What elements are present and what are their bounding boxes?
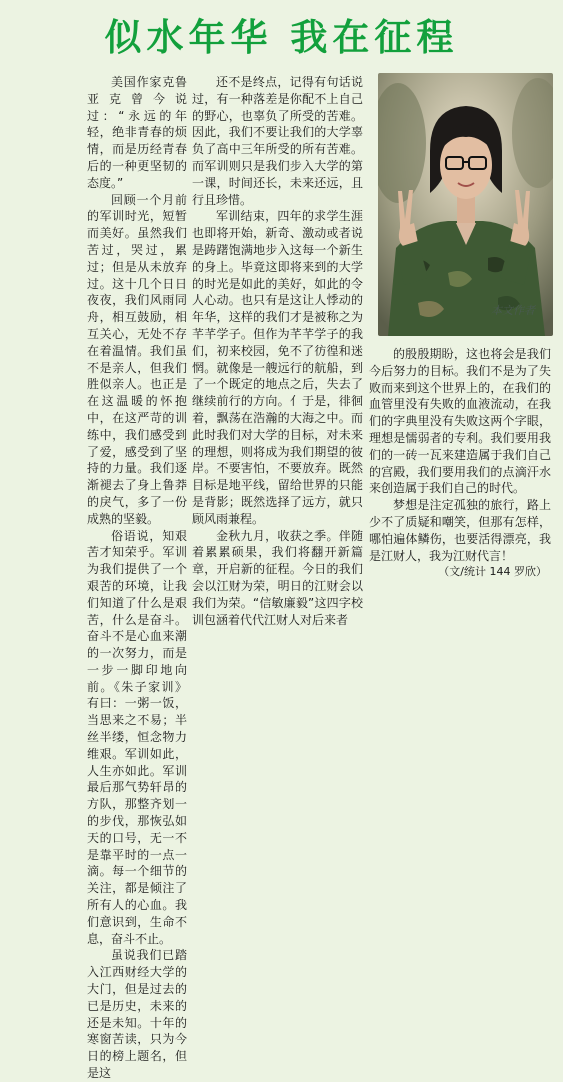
author-photo bbox=[378, 73, 553, 336]
column-2-paragraph: 还不是终点，记得有句话说过，有一种落差是你配不上自己的野心，也辜负了所受的苦难。因此，我们不要让我们的大学辜负了高中三年所受的所有苦难。而军训则只是我们步入大学的第一课，时间还长，未来还远，且行且珍惜。 bbox=[192, 75, 363, 207]
article-headline: 似水年华 我在征程 bbox=[104, 16, 459, 59]
column-2-paragraph: 金秋九月，收获之季。伴随着累累硕果，我们将翻开新篇章，开启新的征程。今日的我们会以江财为荣，明日的江财会以我们为荣。“信敏廉毅”这四字校训包涵着代代江财人对后来者 bbox=[192, 528, 363, 627]
column-1-paragraph: 俗语说，知艰苦才知荣乎。军训为我们提供了一个艰苦的环境，让我们知道了什么是艰苦，什么是奋斗。奋斗不是心血来潮的一次努力，而是一步一脚印地向前。《朱子家训》有曰：一粥一饭，当思来之不易；半丝半缕，恒念物力维艰。军训如此，人生亦如此。军训最后那气势轩昂的方队，那整齐划一的步伐，那恢弘如天的口号，无一不是靠平时的一点一滴。每一个细节的关注，都是倾注了所有人的心血。我们意识到，生命不息，奋斗不止。 bbox=[87, 528, 187, 946]
column-3-paragraph: 的殷殷期盼，这也将会是我们今后努力的目标。我们不是为了失败而来到这个世界上的，在我们的血管里没有失败的血液流动，在我们的字典里没有失败这两个字眼，理想是懦弱者的专利。我们要用我们的一砖一瓦来建造属于我们自己的宫殿，我们要用我们的点滴汗水来创造属于我们自己的时代。 bbox=[369, 347, 551, 496]
column-1-paragraph: 虽说我们已踏入江西财经大学的大门，但是过去的已是历史，未来的还是未知。十年的寒窗苦读，只为今日的榜上题名，但是这 bbox=[87, 948, 187, 1081]
article-column-2 bbox=[192, 74, 363, 628]
column-1-paragraph: 回顾一个月前的军训时光，短暂而美好。虽然我们苦过，哭过，累过；但是从未放弃过。这十几个日日夜夜，我们风雨同舟，相互鼓励，相互关心，无处不存在着温情。我们虽不是亲人，但我们胜似亲人。也正是在这温暖的怀抱中，在这严苛的训练中，我们感受到了爱，感受到了坚持的力量。我们逐渐褪去了身上鲁莽的戾气，多了一份成熟的坚毅。 bbox=[87, 192, 187, 526]
author-portrait-image bbox=[378, 73, 553, 336]
article-column-3 bbox=[369, 346, 551, 564]
column-2-paragraph: 军训结束，四年的求学生涯也即将开始，新奇、激动或者说是踌躇饱满地步入这每一个新生的身上。毕竟这即将来到的大学的时光是如此的美好，如此的令人心动。也只有是这让人悸动的年华，这样的我们才是被称之为芊芊学子。但作为芊芊学子的我们，初来校园，免不了彷徨和迷惘。就像是一艘远行的航船，到了一个既定的地点之后，失去了继续前行的方向。亻于是，徘徊着，飘荡在浩瀚的大海之中。而此时我们对大学的目标，对未来的理想，则将成为我们期望的彼岸。不要害怕，不要放弃。既然目标是地平线，留给世界的只能是背影；既然选择了远方，就只顾风雨兼程。 bbox=[192, 209, 363, 526]
article-byline: （文/统计 144 罗欣） bbox=[438, 565, 547, 578]
column-1-paragraph: 美国作家克鲁亚克曾今说过：“永远的年轻，绝非青春的烦情，而是历经青春后的一种更坚韧的态度。” bbox=[87, 75, 187, 190]
article-column-1 bbox=[87, 74, 187, 1082]
photo-credit: 本文作者 bbox=[491, 304, 535, 317]
column-3-paragraph: 梦想是注定孤独的旅行，路上少不了质疑和嘲笑，但那有怎样，哪怕遍体鳞伤，也要活得漂亮，我是江财人，我为江财代言！ bbox=[369, 498, 551, 563]
